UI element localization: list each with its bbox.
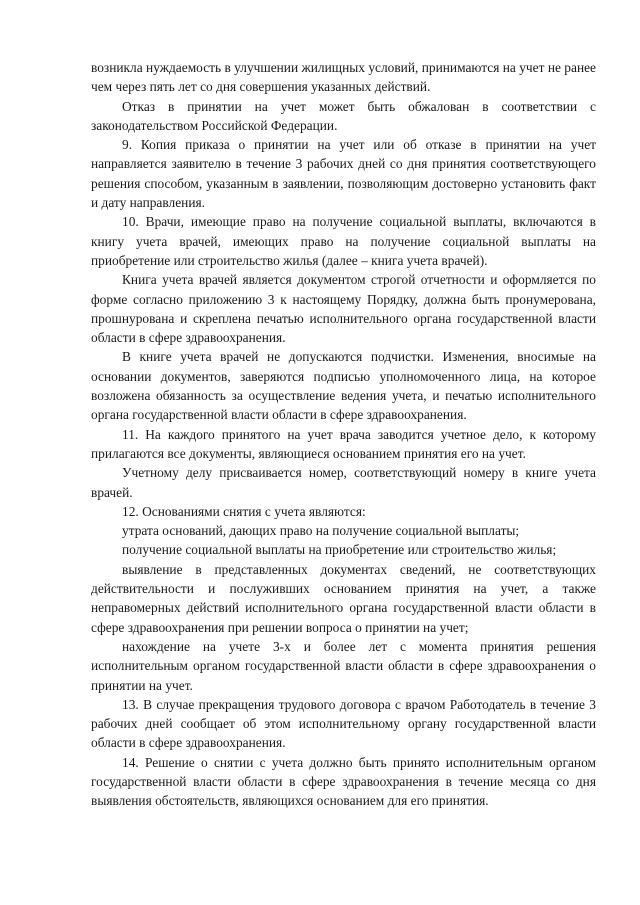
paragraph-appeal: Отказ в принятии на учет может быть обжалован в соответствии с законодательством Российской Федерации. — [91, 98, 596, 133]
paragraph-register-form: Книга учета врачей является документом строгой отчетности и оформляется по форме согласно приложению 3 к настоящему Порядку, должна быть пронумерована, прошнурована и скреплена печатью исполнительного органа государственной власти области в сфере здравоохранения. — [91, 272, 596, 346]
document-body — [91, 58, 596, 811]
paragraph-item-12: 12. Основаниями снятия с учета являются: — [122, 503, 366, 519]
paragraph-item-10: 10. Врачи, имеющие право на получение социальной выплаты, включаются в книгу учета врачей, имеющих право на получение социальной выплаты на приобретение или строительство жилья (далее – книга учета врачей). — [91, 214, 596, 268]
paragraph-continuation: возникла нуждаемость в улучшении жилищных условий, принимаются на учет не ранее чем через пять лет со дня совершения указанных действий. — [91, 60, 596, 95]
paragraph-ground-payment-received: получение социальной выплаты на приобретение или строительство жилья; — [122, 542, 557, 558]
paragraph-register-corrections: В книге учета врачей не допускаются подчистки. Изменения, вносимые на основании документов, заверяются подписью уполномоченного лица, на которое возложена обязанность за осуществление ведения учета, и печатью исполнительного органа государственной власти области в сфере здравоохранения. — [91, 349, 596, 423]
paragraph-case-number: Учетному делу присваивается номер, соответствующий номеру в книге учета врачей. — [91, 465, 596, 500]
paragraph-ground-loss: утрата оснований, дающих право на получение социальной выплаты; — [122, 523, 520, 539]
paragraph-ground-three-years: нахождение на учете 3-х и более лет с момента принятия решения исполнительным органом государственной власти области в сфере здравоохранения о принятии на учет. — [91, 638, 596, 693]
paragraph-item-11: 11. На каждого принятого на учет врача заводится учетное дело, к которому прилагаются все документы, являющиеся основанием принятия его на учет. — [91, 426, 596, 461]
paragraph-ground-false-information: выявление в представленных документах сведений, не соответствующих действительности и послуживших основанием принятия на учет, а также неправомерных действий исполнительного органа государственной власти области в сфере здравоохранения при решении вопроса о принятии на учет; — [91, 561, 596, 635]
paragraph-item-14: 14. Решение о снятии с учета должно быть принято исполнительным органом государственной власти области в сфере здравоохранения в течение месяца со дня выявления обстоятельств, являющихся основанием для его принятия. — [91, 754, 596, 809]
paragraph-item-9: 9. Копия приказа о принятии на учет или об отказе в принятии на учет направляется заявителю в течение 3 рабочих дней со дня принятия соответствующего решения способом, указанным в заявлении, позволяющим достоверно установить факт и дату направления. — [91, 137, 596, 211]
paragraph-item-13: 13. В случае прекращения трудового договора с врачом Работодатель в течение 3 рабочих дней сообщает об этом исполнительному органу государственной власти области в сфере здравоохранения. — [91, 696, 596, 751]
